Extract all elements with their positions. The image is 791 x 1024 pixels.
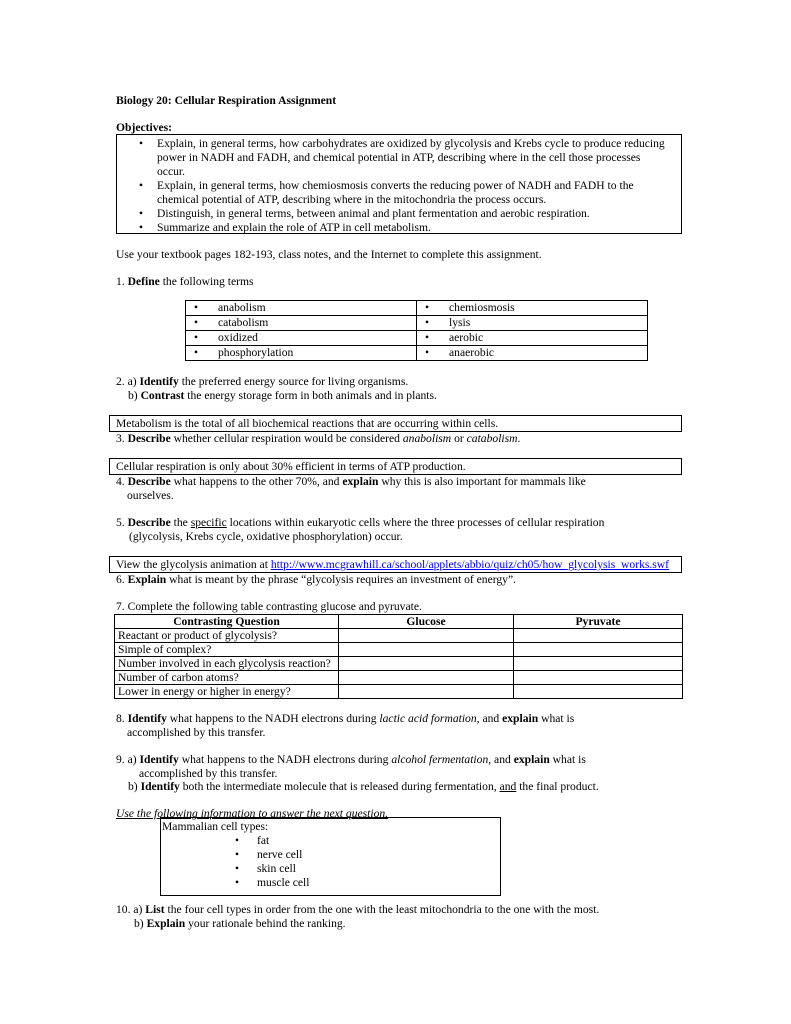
question-5: 5. Describe the specific locations within eukaryotic cells where the three processes of cellular respiration (glycolysis, Krebs cycle, oxidative phosphorylation) occur. [116,516,605,543]
question-9a: 9. a) Identify what happens to the NADH electrons during alcohol fermentation, and explain what is accomplished by this transfer. [116,753,586,780]
question-2a: 2. a) Identify the preferred energy source for living organisms. [116,375,409,388]
use-information-note: Use the following information to answer the next question. [116,807,389,820]
term-cell: • anabolism [186,301,417,316]
answer-cell[interactable] [339,685,514,699]
answer-cell[interactable] [514,657,683,671]
cell-types-title: Mammalian cell types: [162,820,269,833]
table-row: Simple of complex? [115,643,683,657]
question-10b: b) Explain your rationale behind the ranking. [134,917,346,930]
objective-item: • Distinguish, in general terms, between animal and plant fermentation and aerobic respiration. [135,207,675,221]
objectives-box [116,134,682,234]
efficiency-info-box: Cellular respiration is only about 30% efficient in terms of ATP production. [109,458,682,475]
term-cell: • chemiosmosis [417,301,648,316]
answer-cell[interactable] [514,685,683,699]
objective-item: • Explain, in general terms, how chemiosmosis converts the reducing power of NADH and FADH to the chemical potential of ATP, describing where in the mitochondria the process occurs. [135,179,675,207]
table-row: Reactant or product of glycolysis? [115,629,683,643]
term-cell: • phosphorylation [186,346,417,361]
answer-cell[interactable] [339,657,514,671]
term-cell: • catabolism [186,316,417,331]
question-10a: 10. a) List the four cell types in order from the one with the least mitochondria to the one with the most. [116,903,600,916]
question-6: 6. Explain what is meant by the phrase “glycolysis requires an investment of energy”. [116,573,517,586]
objectives-heading: Objectives: [116,121,173,134]
answer-cell[interactable] [514,629,683,643]
answer-cell[interactable] [339,671,514,685]
term-cell: • lysis [417,316,648,331]
term-cell: • anaerobic [417,346,648,361]
animation-info-box: View the glycolysis animation at http://www.mcgrawhill.ca/school/applets/abbio/quiz/ch05/how_glycolysis_works.swf [109,556,682,573]
objective-item: • Summarize and explain the role of ATP in cell metabolism. [135,221,675,235]
question-7: 7. Complete the following table contrasting glucose and pyruvate. [116,600,422,613]
table-header: Contrasting Question [115,615,339,629]
question-2b: b) Contrast the energy storage form in both animals and in plants. [128,389,437,402]
question-8: 8. Identify what happens to the NADH electrons during lactic acid formation, and explain what is accomplished by this transfer. [116,712,575,739]
cell-types-box [160,817,501,896]
comparison-table [114,614,683,699]
question-1: 1. Define the following terms [116,275,254,288]
intro-text: Use your textbook pages 182-193, class notes, and the Internet to complete this assignment. [116,248,542,261]
terms-table [185,300,648,361]
table-row: Number involved in each glycolysis reaction? [115,657,683,671]
glycolysis-animation-link[interactable]: http://www.mcgrawhill.ca/school/applets/abbio/quiz/ch05/how_glycolysis_works.swf [270,558,670,571]
table-row: Lower in energy or higher in energy? [115,685,683,699]
term-cell: • oxidized [186,331,417,346]
table-header: Glucose [339,615,514,629]
cell-type-item: • skin cell [231,862,309,876]
question-4: 4. Describe what happens to the other 70%, and explain why this is also important for mammals like ourselves. [116,475,586,502]
page-title: Biology 20: Cellular Respiration Assignment [116,94,337,107]
answer-cell[interactable] [514,643,683,657]
cell-type-item: • fat [231,834,309,848]
table-row: Number of carbon atoms? [115,671,683,685]
cell-type-item: • muscle cell [231,876,309,890]
objective-item: • Explain, in general terms, how carbohydrates are oxidized by glycolysis and Krebs cycle to produce reducing power in NADH and FADH, and chemical potential in ATP, describing where in the cell those processes occur. [135,137,675,179]
answer-cell[interactable] [339,629,514,643]
answer-cell[interactable] [339,643,514,657]
question-9b: b) Identify both the intermediate molecule that is released during fermentation, and the final product. [128,780,599,793]
term-cell: • aerobic [417,331,648,346]
cell-type-item: • nerve cell [231,848,309,862]
question-3: 3. Describe whether cellular respiration would be considered anabolism or catabolism. [116,432,521,445]
answer-cell[interactable] [514,671,683,685]
table-header: Pyruvate [514,615,683,629]
metabolism-info-box: Metabolism is the total of all biochemical reactions that are occurring within cells. [109,415,682,432]
